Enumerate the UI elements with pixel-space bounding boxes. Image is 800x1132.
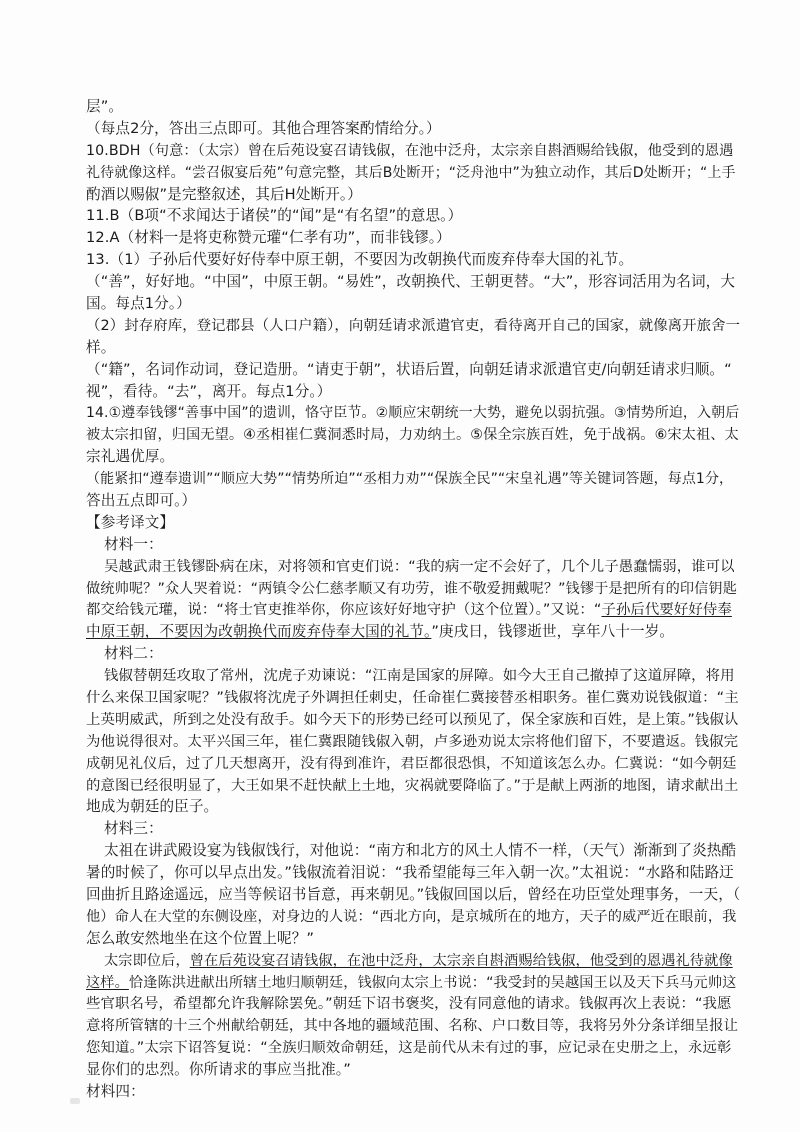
text-line: 都交给钱元瓘，说：“将士官吏推举你，你应该好好地守护（这个位置）。”又说：“子孙后代要好好侍奉: [86, 602, 732, 618]
text-line: 12.A（材料一是将吏称赞元瓘“仁孝有功”，而非钱镠。）: [86, 229, 451, 246]
text-line: 暑的时候了，你可以早点出发。”钱俶流着泪说：“我希望能每三年入朝一次。”太祖说：“水路和陆路迂: [86, 864, 734, 881]
text-line: 太祖在讲武殿设宴为钱俶饯行，对他说：“南方和北方的风土人情不一样，（天气）渐渐到了炎热酷: [104, 842, 737, 859]
text-line: 层”。: [86, 98, 124, 115]
text-line: 回曲折且路途遥远，应当等候诏书旨意，再来朝见。”钱俶回国以后，曾经在功臣堂处理事务，一天，（: [86, 886, 741, 903]
text-line: 成朝见礼仪后，过了几天想离开，没有得到准许，君臣都很恐惧，不知道该怎么办。仁冀说：“如今朝廷: [86, 756, 737, 772]
text-line: 的意图已经很明显了，大王如果不赶快献上土地，灾祸就要降临了。”于是献上两浙的地图，请求献出土: [86, 778, 739, 794]
text-line: 答出五点即可。）: [86, 492, 197, 509]
text-line: 【参考译文】: [86, 514, 175, 531]
text-line: 上英明威武，所到之处没有敌手。如今天下的形势已经可以预见了，保全家族和百姓，是上策。”钱俶认: [86, 712, 739, 728]
text-line: （每点2分，答出三点即可。其他合理答案酌情给分。）: [86, 120, 441, 137]
text-line: 他）命人在大堂的东侧设座，对身边的人说：“西北方向，是京城所在的地方，天子的威严近在眼前，我: [86, 909, 737, 925]
text-line: 意将所管辖的十三个州献给朝廷，其中各地的疆域范围、名称、户口数目等，我将另外分条详细呈报让: [86, 1018, 739, 1034]
text-line: 这样。恰逢陈洪进献出所辖土地归顺朝廷，钱俶向太宗上书说：“我受封的吴越国王以及天下兵马元帅这: [86, 975, 737, 991]
section-heading: 材料三：: [104, 820, 163, 837]
text-line: 材料四：: [86, 1083, 145, 1100]
text-line: 显你们的忠烈。你所请求的事应当批准。”: [86, 1061, 351, 1078]
text-line: 礼待就像这样。“尝召俶宴后苑”句意完整，其后B处断开；“泛舟池中”为独立动作，其后D处断开；“上手: [86, 165, 736, 181]
text-line: （2）封存府库，登记郡县（人口户籍），向朝廷请求派遣官吏，看待离开自己的国家，就像离开旅舍一: [86, 318, 741, 334]
section-heading: 材料二：: [104, 645, 163, 662]
text-line: 14.①遵奉钱镠“善事中国”的遗训，恪守臣节。②顺应宋朝统一大势，避免以弱抗强。③情势所迫，入朝后: [86, 405, 740, 421]
text-line: 您知道。”太宗下诏答复说：“全族归顺效命朝廷，这是前代从未有过的事，应记录在史册之上，永远彰: [86, 1040, 732, 1056]
text-line: 地成为朝廷的臣子。: [86, 798, 219, 815]
text-line: 宗礼遇优厚。: [86, 448, 175, 465]
text-line: 视”，看待。“去”，离开。每点1分。）: [86, 383, 332, 400]
text-line: （能紧扣“遵奉遗训”“顺应大势”“情势所迫”“丞相力劝”“保族全民”“宋皇礼遇”等关键词答题，每点1分，: [86, 471, 734, 487]
text-line: 13.（1）子孙后代要好好侍奉中原王朝，不要因为改朝换代而废弃侍奉大国的礼节。: [86, 251, 634, 268]
text-line: 什么来保卫国家呢？”钱俶将沈虎子外调担任刺史，任命崔仁冀接替丞相职务。崔仁冀劝说钱俶道：“主: [86, 690, 739, 706]
text-line: 吴越武肃王钱镠卧病在床，对将领和官吏们说：“我的病一定不会好了，几个儿子愚蠢懦弱，谁可以: [104, 559, 735, 575]
text-line: 中原王朝，不要因为改朝换代而废弃侍奉大国的礼节。”庚戌日，钱镠逝世，享年八十一岁。: [86, 623, 675, 640]
text-line: （“善”，好好地。“中国”，中原王朝。“易姓”，改朝换代、王朝更替。“大”，形容词活用为名词，大: [86, 273, 736, 290]
text-line: 样。: [86, 339, 116, 356]
text-line: 为他说得很对。太平兴国三年，崔仁冀跟随钱俶入朝，卢多逊劝说太宗将他们留下，不要遣返。钱俶完: [86, 734, 739, 750]
text-line: 钱俶替朝廷攻取了常州，沈虎子劝谏说：“江南是国家的屏障。如今大王自己撤掉了这道屏障，将用: [104, 668, 735, 684]
section-heading: 材料一：: [104, 536, 163, 553]
text-line: 10.BDH（句意：（太宗）曾在后苑设宴召请钱俶，在池中泛舟，太宗亲自斟酒赐给钱俶，他受到的恩遇: [86, 143, 734, 159]
text-line: 做统帅呢？”众人哭着说：“两镇令公仁慈孝顺又有功劳，谁不敬爱拥戴呢？”钱镠于是把所有的印信钥匙: [86, 581, 738, 597]
text-line: 被太宗扣留，归国无望。④丞相崔仁冀洞悉时局，力劝纳土。⑤保全宗族百姓，免于战祸。⑥宋太祖、太: [86, 427, 739, 443]
text-line: 国。每点1分。）: [86, 295, 191, 312]
text-line: 太宗即位后，曾在后苑设宴召请钱俶，在池中泛舟，太宗亲自斟酒赐给钱俶，他受到的恩遇礼待就像: [104, 953, 733, 969]
text-line: （“籍”，名词作动词，登记造册。“请吏于朝”，状语后置，向朝廷请求派遣官吏/向朝廷请求归顺。“: [86, 361, 732, 378]
text-line: 11.B（B项“不求闻达于诸侯”的“闻”是“有名望”的意思。）: [86, 207, 463, 224]
text-line: 怎么敢安然地坐在这个位置上呢？”: [86, 930, 315, 947]
text-line: 些官职名号，希望都允许我解除罢免。”朝廷下诏书褒奖，没有同意他的请求。钱俶再次上表说：“我愿: [86, 996, 732, 1012]
scan-mark: [70, 1098, 80, 1104]
text-line: 酌酒以赐俶”是完整叙述，其后H处断开。）: [86, 186, 362, 203]
